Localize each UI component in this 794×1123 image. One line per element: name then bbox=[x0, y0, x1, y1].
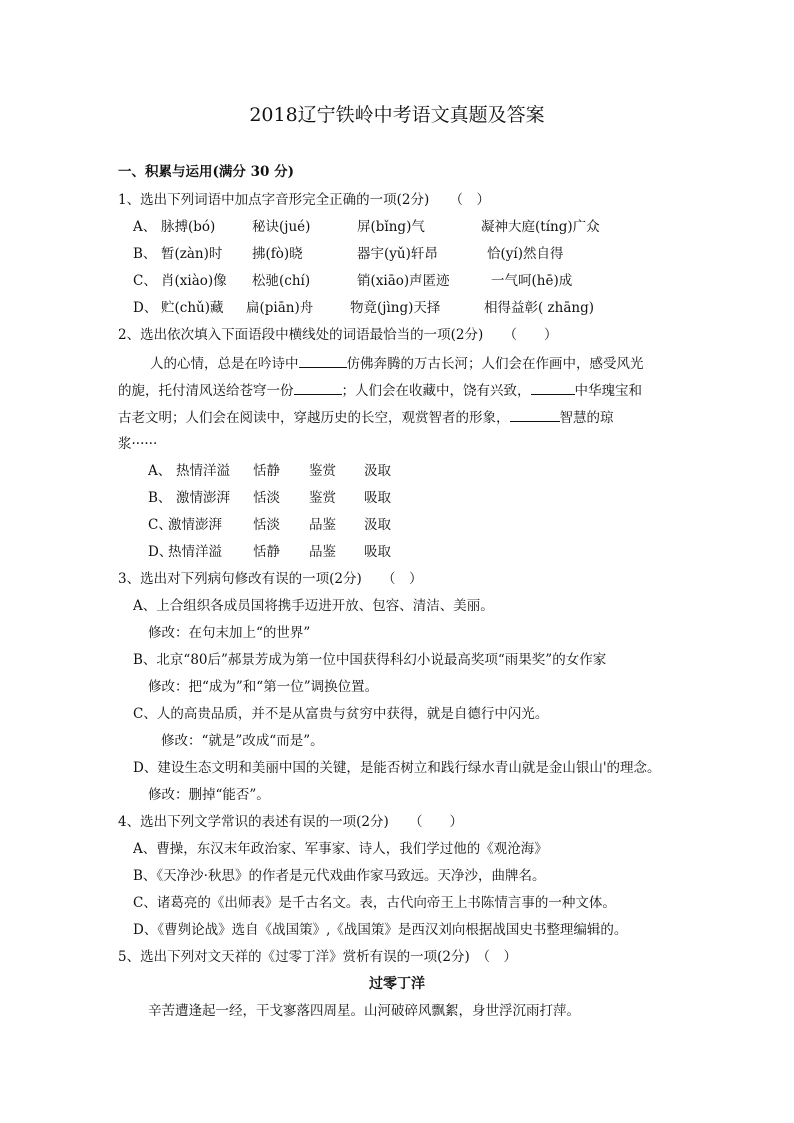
option-term: 恬淡 bbox=[253, 517, 280, 533]
option-term: 暂(zàn)时 bbox=[161, 246, 223, 262]
option-term: 物竟(jìng)天择 bbox=[350, 300, 441, 316]
passage-text: 仿佛奔腾的万古长河；人们会在作画中，感受风光 bbox=[346, 356, 644, 372]
q3-option: C、人的高贵品质，并不是从富贵与贫穷中获得，就是自德行中闪光。 bbox=[133, 706, 549, 722]
option-term: 销(xiāo)声匿迹 bbox=[357, 273, 450, 289]
poem-line: 辛苦遭逢起一经，干戈寥落四周星。山河破碎风飘絮，身世浮沉雨打萍。 bbox=[148, 1003, 580, 1019]
q3-revision: 修改：删掉“能否”。 bbox=[148, 787, 270, 803]
option-term: 恬静 bbox=[253, 463, 280, 479]
q3-revision: 修改：在句末加上“的世界” bbox=[148, 625, 311, 641]
option-term: 一气呵(hē)成 bbox=[491, 273, 573, 289]
option-letter: D、 bbox=[133, 300, 158, 316]
passage-text: 中华瑰宝和 bbox=[574, 383, 642, 399]
q4-option: D、《曹刿论战》选自《战国策》,《战国策》是西汉刘向根据战国史书整理编辑的。 bbox=[133, 922, 628, 938]
option-term: 器宇(yǔ)轩昂 bbox=[357, 246, 438, 262]
q4-option: A、曹操，东汉末年政治家、军事家、诗人，我们学过他的《观沧海》 bbox=[133, 841, 548, 857]
q3-option: D、建设生态文明和美丽中国的关键，是能否树立和践行绿水青山就是金山银山'的理念。 bbox=[133, 760, 661, 776]
q3-option: B、北京“80后”郝景芳成为第一位中国获得科幻小说最高奖项“雨果奖”的女作家 bbox=[133, 652, 607, 668]
option-term: 品鉴 bbox=[309, 517, 336, 533]
option-term: 秘诀(jué) bbox=[252, 219, 311, 235]
question-5-stem: 5、选出下列对文天祥的《过零丁洋》赏析有误的一项(2分) （ ） bbox=[118, 949, 517, 965]
option-term: 肖(xiào)像 bbox=[161, 273, 227, 289]
question-1-stem: 1、选出下列词语中加点字音形完全正确的一项(2分) （ ） bbox=[118, 192, 490, 208]
option-term: 鉴赏 bbox=[309, 463, 336, 479]
passage-text: 人的心情，总是在吟诗中 bbox=[150, 356, 299, 372]
option-term: 脉搏(bó) bbox=[161, 219, 216, 235]
option-letter: A、 bbox=[133, 219, 157, 235]
question-2-stem: 2、选出依次填入下面语段中横线处的词语最恰当的一项(2分) （ ） bbox=[118, 327, 558, 343]
fill-blank bbox=[531, 381, 575, 395]
passage-line: 浆······ bbox=[118, 436, 158, 452]
option-term: 相得益彰( zhāng) bbox=[484, 300, 595, 316]
option-term: 恬静 bbox=[253, 544, 280, 560]
passage-text: 的旎，托付清风送给苍穹一份 bbox=[118, 383, 294, 399]
q4-option: C、诸葛亮的《出师表》是千古名文。表，古代向帝王上书陈情言事的一种文体。 bbox=[133, 895, 616, 911]
option-letter: B、 bbox=[133, 246, 157, 262]
passage-text: 智慧的琼 bbox=[559, 410, 614, 426]
option-term: 屏(bǐng)气 bbox=[357, 219, 425, 235]
question-4-stem: 4、选出下列文学常识的表述有误的一项(2分) （ ） bbox=[118, 814, 463, 830]
fill-blank bbox=[299, 354, 347, 368]
option-term: 恬淡 bbox=[253, 490, 280, 506]
option-term: 扁(piān)舟 bbox=[246, 300, 314, 316]
page-title: 2018辽宁铁岭中考语文真题及答案 bbox=[249, 104, 545, 126]
option-letter: D、 bbox=[148, 544, 173, 560]
section-heading: 一、积累与运用(满分 30 分) bbox=[118, 164, 294, 180]
option-term: 吸取 bbox=[364, 490, 391, 506]
option-term: 激情澎湃 bbox=[168, 517, 222, 533]
option-letter: B、 bbox=[148, 490, 172, 506]
option-letter: C、 bbox=[148, 517, 172, 533]
option-term: 拂(fò)晓 bbox=[252, 246, 303, 262]
option-term: 恰(yí)然自得 bbox=[487, 246, 564, 262]
option-term: 鉴赏 bbox=[309, 490, 336, 506]
question-3-stem: 3、选出对下列病句修改有误的一项(2分) （ ） bbox=[118, 571, 423, 587]
q3-option: A、上合组织各成员国将携手迈进开放、包容、清洁、美丽。 bbox=[133, 598, 494, 614]
option-term: 热情洋溢 bbox=[168, 544, 222, 560]
option-term: 汲取 bbox=[364, 463, 391, 479]
option-term: 汲取 bbox=[364, 517, 391, 533]
fill-blank bbox=[510, 408, 560, 422]
passage-line bbox=[150, 354, 644, 373]
q3-revision: 修改：“就是”改成“而是”。 bbox=[161, 733, 324, 749]
option-letter: C、 bbox=[133, 273, 157, 289]
q3-revision: 修改：把“成为”和“第一位”调换位置。 bbox=[148, 679, 379, 695]
option-letter: A、 bbox=[148, 463, 172, 479]
fill-blank bbox=[294, 381, 342, 395]
passage-line bbox=[118, 408, 614, 427]
passage-line bbox=[118, 381, 642, 400]
option-term: 松驰(chí) bbox=[252, 273, 311, 289]
q4-option: B、《天净沙·秋思》的作者是元代戏曲作家马致远。天净沙，曲牌名。 bbox=[133, 868, 546, 884]
passage-text: ；人们会在收藏中，饶有兴致， bbox=[341, 383, 531, 399]
poem-title: 过零丁洋 bbox=[369, 976, 425, 992]
option-term: 凝神大庭(tíng)广众 bbox=[481, 219, 600, 235]
option-term: 热情洋溢 bbox=[176, 463, 230, 479]
option-term: 吸取 bbox=[364, 544, 391, 560]
passage-text: 古老文明；人们会在阅读中，穿越历史的长空，观赏智者的形象， bbox=[118, 410, 510, 426]
option-term: 激情澎湃 bbox=[176, 490, 230, 506]
option-term: 品鉴 bbox=[309, 544, 336, 560]
option-term: 贮(chǔ)藏 bbox=[161, 300, 224, 316]
